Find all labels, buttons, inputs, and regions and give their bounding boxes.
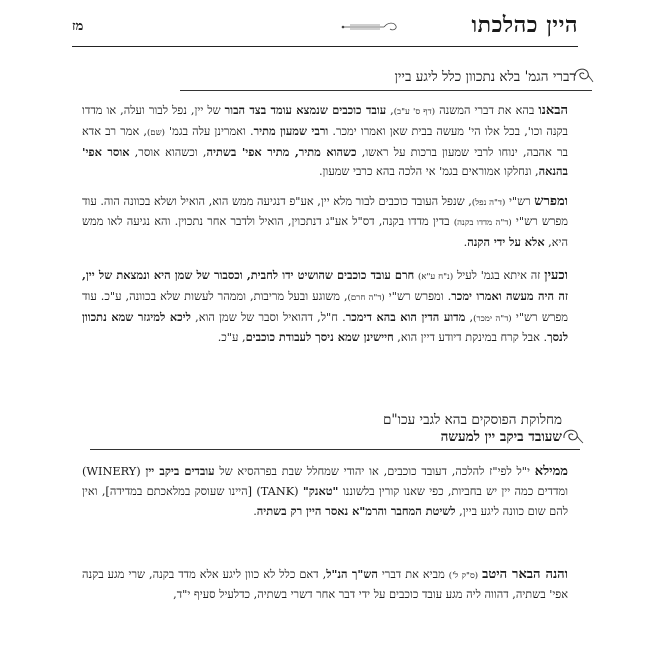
section-heading-2	[383, 412, 562, 446]
paragraph-4-lead: ממילא	[534, 464, 568, 479]
book-title: היין כהלכתו	[471, 12, 578, 38]
section-heading-1	[394, 69, 576, 86]
paragraph-4: ממילא י"ל לפי"ז להלכה, דעובד כוכבים, או יהודי שמחלל שבת בפרהסיא של עובדים ביקב יין (WINERY) ומדדים כמה יין יש בחביות, כפי שאנו קורין בלשוננו "טאנק" (TANK) [היינו שעוסק במלאכתם במדידה], ואין להם שום כוונה ליגע ביין, לשיטת המחבר והרמ"א נאסר היין רק בשתיה.	[82, 464, 568, 518]
source-reference: (ד"ה מדדו בקנה)	[453, 217, 512, 228]
header-rule	[72, 46, 578, 47]
paragraph-1-lead: הבאנו	[538, 103, 568, 118]
source-reference: (נ"ח ע"א)	[418, 272, 454, 282]
paragraph-3-lead: וכעין	[544, 268, 569, 283]
section-heading-2-line-2: שעובד ביקב יין למעשה	[440, 429, 562, 445]
source-reference: (ס"ק ל')	[448, 571, 479, 581]
swirl-ornament-icon	[572, 64, 594, 86]
running-header	[72, 12, 578, 44]
source-reference: (ד"ה נפל)	[471, 198, 506, 208]
section-heading-2-rule	[90, 449, 580, 450]
section-heading-1-rule	[180, 90, 592, 91]
paragraph-1: הבאנו בהא את דברי המשנה (דף ס' ע"ב), עובד כוכבים שנמצא עומד בצד הבור של יין, נפל לבור ועלה, או מדדו בקנה וכו', בכל אלו הי' מעשה בבית שאן ואמרו ימכר. ורבי שמעון מתיר. ואמרינן עלה בגמ' (שם), אמר רב אדא בר אהבה, ינוחו לרבי שמעון ברכות על ראשו, כשהוא מתיר, מתיר אפי' בשתיה, וכשהוא אוסר, אוסר אפי' בהנאה, ונחלקו אמוראים בגמ' אי הלכה בהא כרבי שמעון.	[82, 103, 568, 179]
source-reference: (ד"ה ימכר)	[473, 313, 512, 324]
paragraph-5: והנה הבאר היטב (ס"ק ל') מביא את דברי הש"ך הנ"ל, דאם כלל לא כוון ליגע אלא מדד בקנה, שרי מגע בקנה אפי' בשתיה, דהווה ליה מגע עובד כוכבים על ידי דבר אחר דשרי בשתיה, כדלעיל סעיף י"ד,	[82, 567, 568, 601]
source-reference: (ד"ה חרם)	[347, 292, 385, 303]
ornament-icon	[340, 21, 400, 33]
paragraph-3: וכעין זה איתא בגמ' לעיל (נ"ח ע"א) חרם עובד כוכבים שהושיט ידו לחבית, וכסבור של שמן היא ונמצאת של יין, זה היה מעשה ואמרו ימכר. ומפרש רש"י (ד"ה חרם), משוגע ובעל מריבות, וממהר לעשות שלא בכוונה, ע"כ. עוד מפרש רש"י (ד"ה ימכר), מדוע הדין הוא בהא דימכר. ח"ל, דהואיל וסבר של שמן הוא, ליכא למיגזר שמא נתכוון לנסך. אבל קרח במינקת דיודע דיין הוא, חיישינן שמא ניסך לעבודת כוכבים, ע"כ.	[82, 268, 569, 345]
page-number: מז	[72, 19, 84, 34]
paragraph-2: ומפרש רש"י (ד"ה נפל), שנפל העובד כוכבים לבור מלא יין, אע"פ דנגיעה ממש הוא, הואיל ושלא בכוונה הוה. עוד מפרש רש"י (ד"ה מדדו בקנה) בדין מדדו בקנה, דס"ל אע"ג דנתכוין, הואיל ולדבר אחר נתכוין. והא נגיעה לאו ממש היא, אלא על ידי הקנה.	[82, 194, 568, 249]
source-reference: (שם)	[146, 127, 165, 138]
swirl-ornament-icon	[560, 424, 584, 448]
section-heading-2-line-1: מחלוקת הפוסקים בהא לגבי עכו"ם	[382, 412, 562, 428]
section-heading-1-text: דברי הגמ' בלא נתכוון כלל ליגע ביין	[394, 69, 576, 85]
paragraph-2-lead: ומפרש	[534, 194, 568, 209]
source-reference: (דף ס' ע"ב)	[393, 107, 436, 117]
paragraph-5-lead: והנה הבאר היטב	[482, 567, 568, 582]
